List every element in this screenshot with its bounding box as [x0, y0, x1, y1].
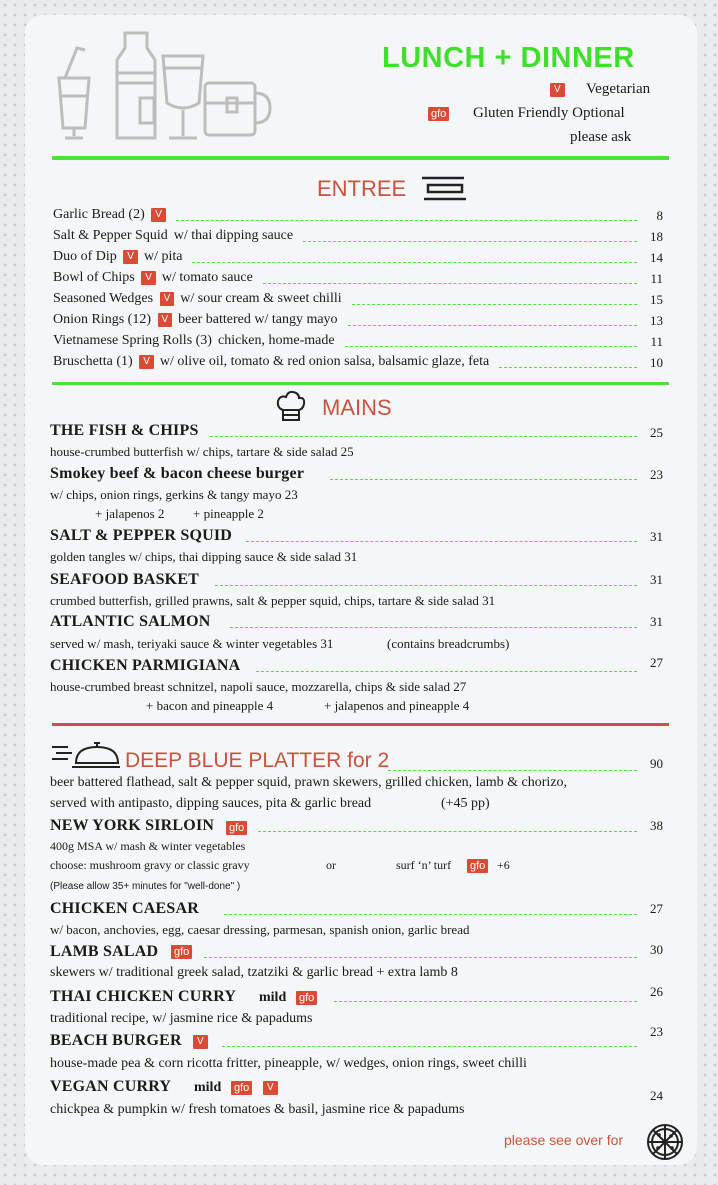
- main-item-extra: + jalapenos and pineapple 4: [324, 698, 470, 713]
- platter-note: (+45 pp): [441, 796, 490, 811]
- entree-heading: ENTREE: [317, 176, 407, 201]
- leader-dots: [230, 627, 637, 628]
- item-sirloin-name: NEW YORK SIRLOIN: [50, 817, 215, 834]
- main-item-price: 31: [650, 614, 663, 629]
- main-item-name: CHICKEN PARMIGIANA: [50, 657, 241, 674]
- entree-item-price: 13: [650, 313, 663, 328]
- leader-dots: [176, 220, 637, 221]
- header-rule: [52, 156, 669, 160]
- mains-rule: [52, 723, 669, 726]
- leader-dots: [334, 1001, 637, 1002]
- entree-item-desc: w/ pita: [143, 249, 183, 264]
- main-item-price: 31: [650, 529, 663, 544]
- entree-item: [53, 354, 489, 370]
- leader-dots: [224, 914, 637, 915]
- gfo-badge: gfo: [171, 945, 192, 959]
- leader-dots: [246, 541, 637, 542]
- item-thai-name: THAI CHICKEN CURRY: [50, 988, 237, 1005]
- item-caesar-price: 27: [650, 901, 663, 916]
- item-sirloin-price: 38: [650, 818, 663, 833]
- platter-desc: beer battered flathead, salt & pepper squid, prawn skewers, grilled chicken, lamb & chorizo,: [50, 775, 568, 790]
- entree-item-name: Garlic Bread (2): [53, 207, 145, 222]
- main-item-desc: crumbed butterfish, grilled prawns, salt & pepper squid, chips, tartare & side salad 31: [50, 593, 496, 608]
- leader-dots: [499, 367, 637, 368]
- legend-note: please ask: [570, 129, 632, 145]
- main-item-name: Smokey beef & bacon cheese burger: [50, 465, 305, 482]
- platter-desc: served with antipasto, dipping sauces, pita & garlic bread: [50, 796, 372, 811]
- leader-dots: [256, 671, 637, 672]
- entree-item-price: 11: [650, 271, 663, 286]
- main-item-desc: w/ chips, onion rings, gerkins & tangy mayo 23: [50, 487, 298, 502]
- entree-item: [53, 333, 335, 349]
- gfo-badge: gfo: [296, 991, 317, 1005]
- main-item-name: SEAFOOD BASKET: [50, 571, 200, 588]
- entree-item: [53, 291, 342, 307]
- entree-item-name: Bruschetta (1): [53, 354, 133, 369]
- leader-dots: [345, 346, 637, 347]
- entree-item-desc: w/ tomato sauce: [161, 270, 253, 285]
- entree-item-desc: w/ sour cream & sweet chilli: [180, 291, 342, 306]
- gfo-badge: gfo: [231, 1081, 252, 1095]
- entree-item-price: 18: [650, 229, 663, 244]
- item-beach-name: BEACH BURGER: [50, 1032, 182, 1049]
- entree-item-desc: w/ thai dipping sauce: [173, 228, 294, 243]
- leader-dots: [388, 770, 637, 771]
- leader-dots: [303, 241, 637, 242]
- entree-item-price: 11: [650, 334, 663, 349]
- leader-dots: [348, 325, 637, 326]
- main-item-price: 27: [650, 655, 663, 670]
- leader-dots: [263, 283, 637, 284]
- legend-badge-v: V: [550, 83, 565, 97]
- leader-dots: [330, 479, 637, 480]
- item-sirloin-surf: surf ‘n’ turf: [396, 858, 452, 872]
- entree-item-price: 14: [650, 250, 663, 265]
- entree-item-name: Bowl of Chips: [53, 270, 135, 285]
- item-vegan-price: 24: [650, 1088, 663, 1103]
- plates-icon: [420, 174, 470, 204]
- v-badge: V: [193, 1035, 208, 1049]
- drinks-icon: [55, 28, 280, 143]
- entree-item-price: 15: [650, 292, 663, 307]
- pizza-icon: [645, 1122, 685, 1162]
- platter-heading: DEEP BLUE PLATTER for 2: [125, 749, 390, 772]
- main-item-note: (contains breadcrumbs): [387, 636, 510, 651]
- gfo-badge: gfo: [467, 859, 488, 873]
- v-badge: V: [123, 250, 138, 264]
- entree-item: [53, 270, 253, 286]
- entree-item: [53, 312, 338, 328]
- mains-heading: MAINS: [322, 395, 392, 420]
- v-badge: V: [141, 271, 156, 285]
- item-thai-mild: mild: [259, 990, 287, 1005]
- entree-item-name: Vietnamese Spring Rolls (3): [53, 333, 212, 348]
- item-sirloin-desc: 400g MSA w/ mash & winter vegetables: [50, 839, 246, 853]
- legend-vegetarian: Vegetarian: [586, 81, 651, 97]
- main-item-price: 31: [650, 572, 663, 587]
- item-sirloin-note: (Please allow 35+ minutes for "well-done" ): [50, 881, 241, 892]
- entree-item: [53, 249, 182, 265]
- leader-dots: [222, 1046, 637, 1047]
- legend-badge-gfo: gfo: [428, 107, 449, 121]
- main-item-desc: served w/ mash, teriyaki sauce & winter vegetables 31: [50, 636, 334, 651]
- v-badge: V: [160, 292, 175, 306]
- v-badge: V: [139, 355, 154, 369]
- item-caesar-desc: w/ bacon, anchovies, egg, caesar dressing, parmesan, spanish onion, garlic bread: [50, 922, 470, 937]
- item-sirloin-surf-price: +6: [497, 858, 510, 872]
- entree-item-desc: w/ olive oil, tomato & red onion salsa, balsamic glaze, feta: [159, 354, 490, 369]
- entree-item-name: Duo of Dip: [53, 249, 117, 264]
- item-beach-price: 23: [650, 1024, 663, 1039]
- item-vegan-mild: mild: [194, 1080, 222, 1095]
- page-title: LUNCH + DINNER: [382, 42, 635, 74]
- main-item-extra: + jalapenos 2: [95, 506, 165, 521]
- item-caesar-name: CHICKEN CAESAR: [50, 900, 200, 917]
- main-item-name: THE FISH & CHIPS: [50, 422, 199, 439]
- entree-item-name: Seasoned Wedges: [53, 291, 154, 306]
- entree-item-price: 10: [650, 355, 663, 370]
- leader-dots: [192, 262, 637, 263]
- main-item-desc: house-crumbed butterfish w/ chips, tartare & side salad 25: [50, 444, 354, 459]
- item-lamb-name: LAMB SALAD: [50, 943, 159, 960]
- leader-dots: [258, 831, 637, 832]
- item-lamb-desc: skewers w/ traditional greek salad, tzatziki & garlic bread + extra lamb 8: [50, 965, 458, 980]
- leader-dots: [215, 585, 637, 586]
- main-item-desc: golden tangles w/ chips, thai dipping sauce & side salad 31: [50, 549, 358, 564]
- main-item-price: 23: [650, 467, 663, 482]
- footer-text: please see over for: [504, 1132, 624, 1148]
- item-thai-desc: traditional recipe, w/ jasmine rice & papadums: [50, 1011, 313, 1026]
- main-item-extra: + bacon and pineapple 4: [146, 698, 274, 713]
- leader-dots: [204, 957, 637, 958]
- main-item-name: SALT & PEPPER SQUID: [50, 527, 233, 544]
- entree-item-name: Salt & Pepper Squid: [53, 228, 168, 243]
- item-thai-price: 26: [650, 984, 663, 999]
- item-sirloin-or: or: [326, 858, 336, 872]
- v-badge: V: [151, 208, 166, 222]
- v-badge: V: [263, 1081, 278, 1095]
- entree-item: [53, 228, 293, 244]
- main-item-extra: + pineapple 2: [193, 506, 264, 521]
- v-badge: V: [158, 313, 173, 327]
- item-vegan-desc: chickpea & pumpkin w/ fresh tomatoes & basil, jasmine rice & papadums: [50, 1102, 465, 1117]
- main-item-price: 25: [650, 425, 663, 440]
- item-vegan-name: VEGAN CURRY: [50, 1078, 172, 1095]
- legend-gfo: Gluten Friendly Optional: [473, 105, 625, 121]
- entree-item-name: Onion Rings (12): [53, 312, 151, 327]
- platter-price: 90: [650, 756, 663, 771]
- item-lamb-price: 30: [650, 942, 663, 957]
- cloche-icon: [50, 739, 120, 771]
- leader-dots: [210, 436, 637, 437]
- entree-rule: [52, 382, 669, 385]
- entree-item: [53, 207, 166, 223]
- item-sirloin-choice: choose: mushroom gravy or classic gravy: [50, 858, 250, 872]
- main-item-name: ATLANTIC SALMON: [50, 613, 211, 630]
- entree-item-price: 8: [656, 208, 663, 223]
- entree-item-desc: beer battered w/ tangy mayo: [178, 312, 338, 327]
- main-item-desc: house-crumbed breast schnitzel, napoli sauce, mozzarella, chips & side salad 27: [50, 679, 467, 694]
- entree-item-desc: chicken, home-made: [217, 333, 335, 348]
- item-beach-desc: house-made pea & corn ricotta fritter, pineapple, w/ wedges, onion rings, sweet chilli: [50, 1056, 527, 1071]
- leader-dots: [352, 304, 637, 305]
- chef-hat-icon: [276, 390, 306, 424]
- gfo-badge: gfo: [226, 821, 247, 835]
